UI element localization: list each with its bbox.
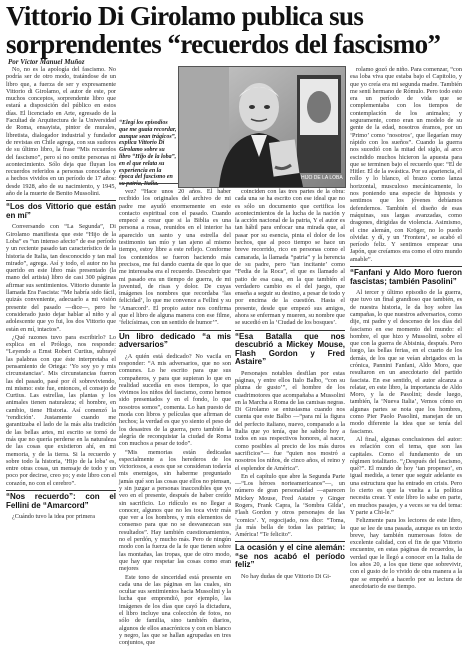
body-paragraph: No, no es la apología del fascismo. No podría ser de otro modo, tratándose de un libro que, a fuerza de ser y expresamente Vittorio di Girolamo, el autor de este, por muchos conceptos, sorprendente libro que estará a disposición del público en estos días. El licenciado en Arte, egresado de la Facultad de Arquitectura de la Universidad de Roma, ensayista, pintor de murales, libretista, dialogador industrial y fundador de revistas en Chile agrega, con sus sudores de su último libro, la frase “Mis recuerdos del fascismo”, pero sí no omite personas ni acontecimiento. Sólo deja que fluyan los recuerdos referidos a personas conocidas y a hechos vividos en un período de 17 años: desde 1928, año de su nacimiento, y 1945, año de la muerte de Benito Mussolini. <box>6 66 116 198</box>
section-heading: “Nos recuerdo”: con el Fellini de “Amarcord” <box>6 492 116 510</box>
body-paragraph: Felizmente para los lectores de este libro, que se lee de una pasada, aunque es un texto breve, hay también numerosas fotos de excelente calidad, con el fin de que Vittorio encuentre, en estas páginas de recuerdos, la verdad que le llegó a conocer en la Italia de los años 20, a los que tiene que sobrevivir, con el gusto de lo vivido de otra manera a la que se empeñó a hacerlo por su lectura de anecdotario de ese tiempo. <box>350 517 462 590</box>
body-paragraph: Conversando con “La Segunda”, Di Girolamo manifiesta que este “Hijo de la Loba” es “un intenso afecto” de ese período y un reciente pasado tan característico de la historia de Italia, tan desconocido y tan mal mirado”, agrega. Así y todo, el autor no ha querido en este libro más presentado (la mano del artista) libro de casi 300 páginas afirmar sus sentimientos. Vittorio durante la llamada Era Fascista: “Me habría sido fácil, quizás conveniente, adecuarlo a mi visión presente del pasado —dice—, pero he considerado justo dejar hablar al niño y al adolescente que yo fui, los dos Vittorio que están en mí, intactos”. <box>6 223 116 333</box>
body-paragraph: En el capítulo que abre la Segunda Parte —“Los héroes norteamericanos”—, un número de gran personalidad —aparecen Mickey Mouse, Fred Astaire y Ginger Rogers, Frank Capra, la ‘Sombra Gilda’, Flash Gordon y otros personajes de las ‘comics’. Y, regocijado, nos dice: “Toma, ¡la más bella de todas las patrias; la América! “Te felicito”. <box>235 472 345 539</box>
body-paragraph: rolamo gozó de niño. Para comenzar, “con esa loba viva que estaba bajo el Capitolio, y que yo creía era mi segunda madre. También me sentí hermano de Rómulo. Pero todo esto era un período de vida que se complementaba con los tiempos de contemplación de los animales; y seguramente, como eran un modelo de su gente de la edad, nosotros éramos, por un ‘Primo’ como ‘nosotros’, que llegarían muy rápido con los sueños”. Cuando la guerra nos sucedió con la mitad del siglo, al arco escindido muchos hicieron la apuesta para que se terminen bajo el recuerdo que: “El de Hitler. El de la swástica. Por su apariencia, el rollo y lo blanco, el brazo como lanza horizontal, musculoso mecánicamente, lo nos poniendo una especie de hipnosis y sentimos que los jóvenes debíamos defendernos. También el diseño de esas máquinas, sus largas avanzadas, como dragones, dirigidas de violencia. Asimismo, el cine alemán, con Kröger, no lo puedo olvidar. y dí, y un ‘Frontera’, se acabó el período feliz. Y sentimos empezar una Japón, que creíamos era como el otro mundo amable”. <box>350 66 462 263</box>
photo-caption: “Elegí los episodios que me guaia recordar, aunque sean trágicos”, explica Vittorio Di Girolamo sobre su libro “Hijo de la loba”, en el que relata su experiencia en la época del fascismo en su patria, Italia. <box>119 120 177 188</box>
article-column-3 <box>235 188 345 596</box>
body-paragraph: “Mis memorias están dedicadas especialmente a los herederos de los victoriosos, a esos que se consideran todavía mis enemigos, sin haberme preguntado jamás qué son las cosas que ellos no piensan, y sin juzgar a personas inaccesibles que yo veo en el presente, después de haber creído sin sacrificio. Lo ridículo es no llegar a conocer, algunos que no les toca vivir más que ver a los hombres, y mis elementos de consenso para que no se desvanezcan sus resultados”. Hay también cuestionamientos, no el perdón, y mucho más. Pero de ningún modo con la fuerza de la fe que tienen sobre las montañas, las tropas, que de otro modo, que hay que respetar las cosas como eran mejores <box>119 448 231 573</box>
section-heading: Un libro dedicado “a mis adversarios” <box>119 331 231 350</box>
article-column-4 <box>350 66 462 596</box>
author-photo <box>178 66 346 188</box>
headline: Vittorio Di Girolamo publica sus sorprendentes “recuerdos del fascismo” <box>6 1 441 59</box>
body-paragraph: No hay dudas de que Vittorio Di Gi- <box>241 572 332 580</box>
section-heading: “Los dos Vittorio que están en mí” <box>6 202 116 220</box>
body-paragraph: ¿Cuándo tuvo la idea por primera <box>12 513 95 521</box>
body-paragraph: vez? “Hace unos 20 años. El haber recibido los originales del archivo de mi padre me ayudó enormemente en este contacto espiritual con el pasado. Cuando empecé a crear que si la Biblia es una persona a rosas, reunidos en el interior ha aparecido un santo y una estrella del testimonio tan mío y tan ajeno al mismo tiempo, estoy libre a este reflejo. Conforme los contenidos se fueron haciendo más precisos, me fui dando cuenta de que lo que me interesaba era el recuerdo. Descubrir que mi pasado era un tiempo de guerra, de mi juventud, de risas y dolor. De cuyas imágenes los nombres que recordaba ‘las felicidad’, lo que me convence a Fellini y su ‘Amarcord’. El propio autor nos confirma que el libro de alguna manera con ese filme, ‘felicísimas, con un sentido de humor’”. <box>119 188 231 327</box>
body-paragraph: Personajes notables desfilan por estas páginas, y entre ellos Italo Balbo, “con su pluma de gusto’”, el hombre de los cuadrimotores que acompañaba a Mussolini en la Marcha a Roma de las camisas negras. Di Girolamo se entusiasma cuando nos cuenta que este Balbo —“para mí la figura del perfecto italiano, nuevo, comparado a la Italia que yo tenía, que he sabido hoy a todos en sus respectivos honores, al nacer, como posibles al precio de los más duros sacrificios”— fue “quien nos mostró a nosotros los niños, de cinco años, el reino y el esplendor de América”. <box>235 369 345 472</box>
photo-book-title: HIJO DE LA LOBA <box>301 175 343 181</box>
article-column-2 <box>119 188 231 647</box>
section-heading: La ocasión y el cine alemán: “se nos acabó el período feliz” <box>235 543 345 570</box>
byline: Por Víctor Manuel Muñoz <box>8 58 85 66</box>
body-paragraph: Este tono de sinceridad está presente en cada una de las páginas en las cuales, sin ocultar sus sentimientos hacia Mussolini y la lucha que emprendió, por ejemplo, las imágenes de los días que cayó la dictadura, el libro incluye una colección de fotos, no sólo de familia, sino también diarios, algunos de ellos anacrónicos y con en blanco y negro, las que se hallan agrupadas en tres conjuntos, que <box>119 573 231 647</box>
body-paragraph: Al final, algunas conclusiones del autor: es relación con el tema, que son las capitales. Como el fundamento de un régimen totalitario. “¿Después del fascismo, qué?”. El mundo de hoy ‘tan propenso’, en igual medida, a tener que seguir adelante es una estructura que ha entrado en crisis. Pero lo cierto es que la vuelta a la política necesita crear. Y este libro lo sabe en parte, en muchos pasajes, y a veces se va del tema: Y parte a Chi-le.” <box>350 435 462 516</box>
body-paragraph: Al tercer y último episodio de la guerra, que tuvo un final grandioso que también, es de nuestra historia, le da hoy sobre las campañas, lo que nuestros adversarios, como dije, mi padre y el descenso de los días del fascismo en ese momento del mundo: el hombre, el que hizo y Mussolini, sobre el que con la guerra de Abisinia, después. Pero luego, las bellas ferias, en el cuarto de los demás, de los que se veían abrigados en la crónica, Pannini Fanfani, Aldo Moro, que resultaron en un anecdotario del partido fascista. En ese sentido, el autor alcanza a relatar, en este libro, la importancia de Aldo Moro, y la de Pasolini; desde luego, también, la ‘Nueva Italia’, Vemos cómo en algunas partes se nota que los hombres, como Pier Paolo Pasolini, manejan de un modo diferente la idea que se tenía del fascismo. <box>350 289 462 435</box>
section-heading: “Esa Batalla que nos descubrió a Mickey Mouse, Flash Gordon y Fred Astaire” <box>235 331 345 367</box>
article-column-1 <box>6 66 116 596</box>
body-paragraph: ¿Qué razones tuvo para escribirlo? Lo explica en el Prólogo, nos responde: “Leyendo a Ernst Robert Curtius, subrayé las palabras con que éste interpretaba el pensamiento de Ortega: ‘Yo soy yo y mis circunstancias’. Mis circunstancias fueron las del pasado, pasé por él sobreviviendo, mi mismo: este fue, entonces, el consejo de Curtius. Las estrellas, las plantas y los animales tienen naturaleza; el hombre, en cambio, tiene Historia. Así comenzó la ‘rendición’. Justamente cuando me garantizaba el lado de la más alta tradición de las bellas artes, mi escrito se tornó de más que no quería perderse en la naturaleza de las cosas que existieron ahí, en mi memoria, y de la tierra. Si la recuerdo y sobre todo la historia, ‘Hijo de la loba’ es, entre otras cosas, un mensaje de todo y un poco por decirse, creo yo; y este libro con el corazón, no con el cerebro”. <box>6 333 116 487</box>
body-paragraph: coinciden con las tres partes de la obra: cada una se ha escrito con ese ideal que no es sólo un documento que certifica los acontecimientos de la lucha de la nación y la acción nacional de la patria, Y el autor es tan hábil para enfocar una mirada que, al pasar por su esencia, pinta el dolor de los hechos, que al poco tiempo se hace un breve recorrido, rico en personas como el camarada, la llamada “patria” y la herencia de su padre, pero ‘tan incitante’ como “Fedia de la Roca”, el que es llamado al patio de esa casa, en la que también el verdadero cambio es el del juego, que enseña a seguir su destino, a pesar de todo y por encima de la cuestión. Hasta el presente, desde que empezó sus amigos, ahora se enferman y mueren, su nombre que se sucedió en la ‘Ciudad de los bosques’. <box>235 188 345 327</box>
body-paragraph: ¿A quién está dedicado? No vacila en responder: “A mis adversarios, que no son comunes. Lo he escrito para que sus compañeros, y para que supieran lo que en realidad sucedía en esos tiempos, lo que vivimos los niños del fascismo, como hemos sido presentados y en el fondo, lo que nosotros somos”, comenta. Lo han puesto de moda con libros y películas que afirman de hechos; la verdad es que yo siento el peso de los desastres de la guerra, pero también la alegría de reconquistar la ciudad de Roma con muchos a pesar de todo”. <box>119 352 231 448</box>
section-heading: “Fanfani y Aldo Moro fueron fascistas; también Pasolini” <box>350 268 462 286</box>
